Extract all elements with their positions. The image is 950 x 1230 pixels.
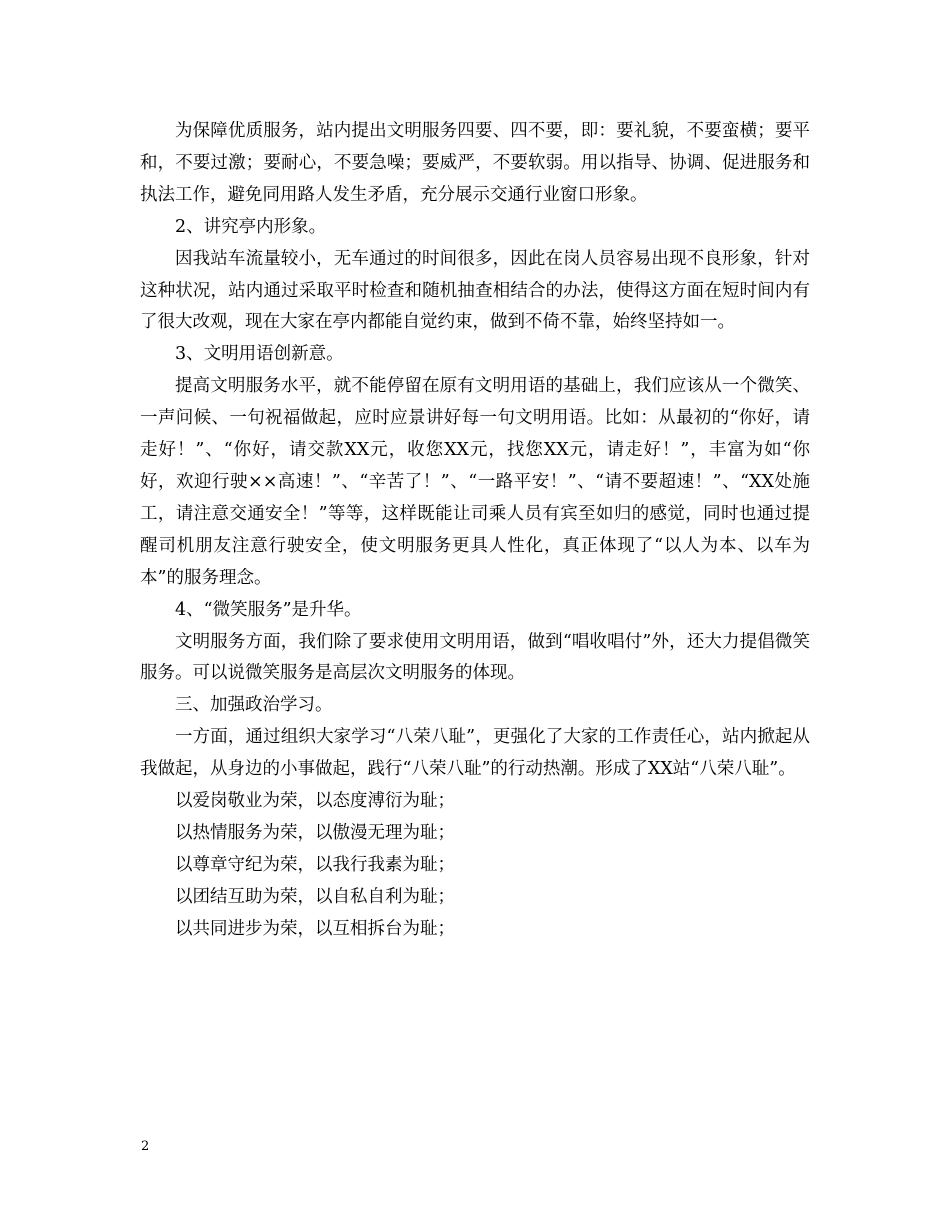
- list-item-honor-4: 以团结互助为荣，以自私自利为耻；: [175, 886, 455, 907]
- list-item-honor-3: 以尊章守纪为荣，以我行我素为耻；: [175, 854, 455, 875]
- paragraph-smile-service: 文明服务方面，我们除了要求使用文明用语，做到“唱收唱付”外，还大力提倡微笑服务。可以说微笑服务是高层次文明服务的体现。: [140, 631, 810, 684]
- paragraph-political-study: 一方面，通过组织大家学习“八荣八耻”，更强化了大家的工作责任心，站内掀起从我做起，从身边的小事做起，践行“八荣八耻”的行动热潮。形成了XX站“八荣八耻”。: [140, 727, 810, 780]
- list-item-honor-5: 以共同进步为荣，以互相拆台为耻；: [175, 918, 455, 939]
- paragraph-civil-language: 提高文明服务水平，就不能停留在原有文明用语的基础上，我们应该从一个微笑、一声问候、一句祝福做起，应时应景讲好每一句文明用语。比如：从最初的“你好，请走好！”、“你好，请交款XX元，收您XX元，找您XX元，请走好！”，丰富为如“你好，欢迎行驶××高速！”、“辛苦了！”、“一路平安！”、“请不要超速！”、“XX处施工，请注意交通安全！”等等，这样既能让司乘人员有宾至如归的感觉，同时也通过提醒司机朋友注意行驶安全，使文明服务更具人性化，真正体现了“以人为本、以车为本”的服务理念。: [140, 376, 810, 588]
- heading-smile-service: 4、“微笑服务”是升华。: [175, 599, 362, 620]
- paragraph-civil-service-rules: 为保障优质服务，站内提出文明服务四要、四不要，即：要礼貌，不要蛮横；要平和，不要过激；要耐心，不要急噪；要威严，不要软弱。用以指导、协调、促进服务和执法工作，避免同用路人发生矛盾，充分展示交通行业窗口形象。: [140, 121, 810, 205]
- document-body: [140, 116, 810, 946]
- page-number: 2: [141, 1139, 150, 1154]
- list-item-honor-2: 以热情服务为荣，以傲漫无理为耻；: [175, 822, 455, 843]
- list-item-honor-1: 以爱岗敬业为荣，以态度溥衍为耻；: [175, 791, 455, 812]
- paragraph-booth-image: 因我站车流量较小，无车通过的时间很多，因此在岗人员容易出现不良形象，针对这种状况，站内通过采取平时检查和随机抽查相结合的办法，使得这方面在短时间内有了很大改观，现在大家在亭内都能自觉约束，做到不倚不靠，始终坚持如一。: [140, 248, 810, 333]
- heading-booth-image: 2、讲究亭内形象。: [175, 216, 327, 237]
- heading-civil-language: 3、文明用语创新意。: [175, 344, 344, 365]
- heading-political-study: 三、加强政治学习。: [175, 695, 333, 716]
